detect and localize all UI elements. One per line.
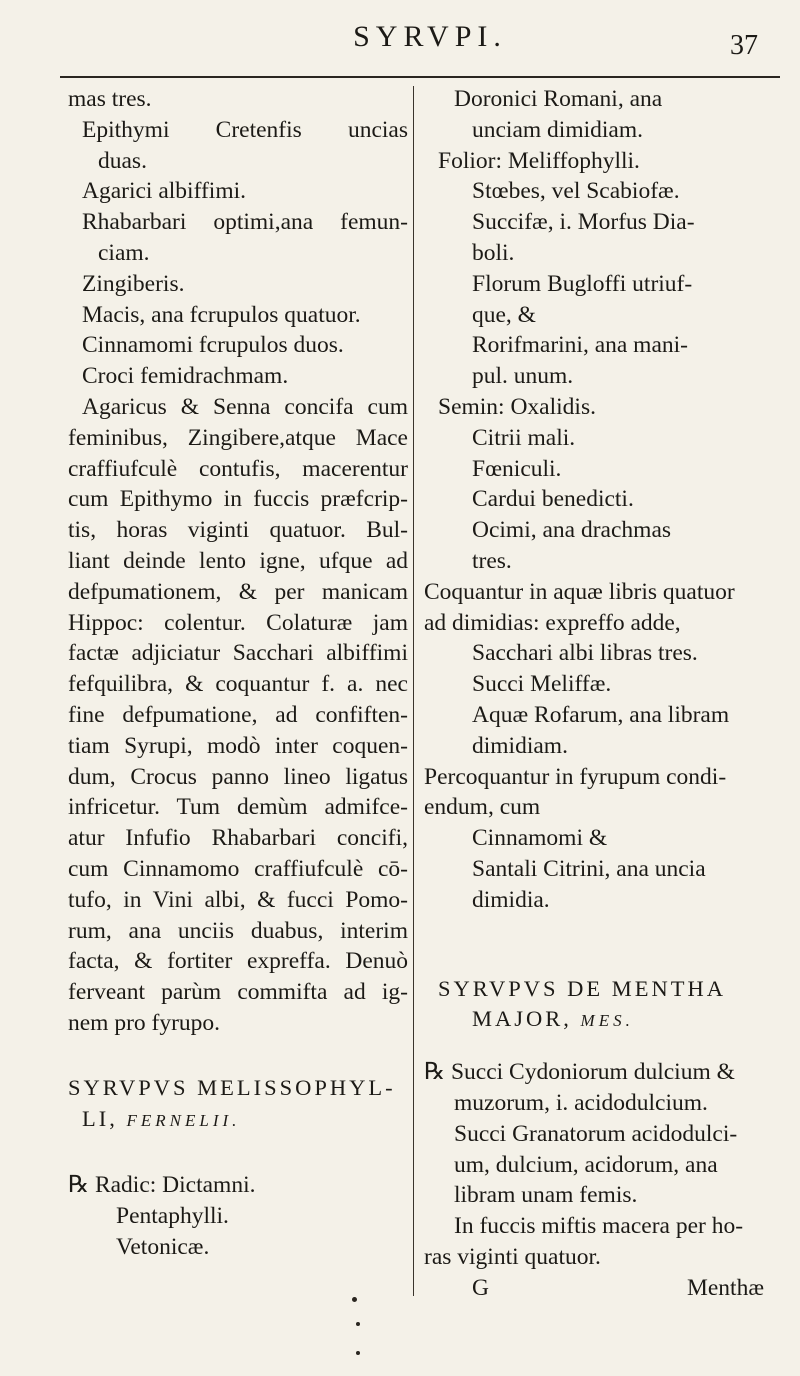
text-line: Semin: Oxalidis. [438, 393, 596, 420]
text-line: facta, & fortiter expreffa. Denuò [68, 948, 408, 975]
text-line: ferveant parùm commifta ad ig- [68, 979, 408, 1006]
section-author: MES. [580, 1011, 634, 1031]
text-line: Macis, ana fcrupulos quatuor. [82, 301, 361, 328]
text-line: Citrii mali. [472, 424, 576, 451]
section-heading: SYRVPVS MELISSOPHYL- [68, 1074, 396, 1100]
text-line: liant deinde lento igne, ufque ad [68, 547, 408, 574]
text-line: Stœbes, vel Scabiofæ. [472, 178, 680, 205]
recipe-line: Vetonicæ. [116, 1233, 210, 1260]
text-line: endum, cum [424, 794, 541, 821]
left-column [68, 84, 408, 1263]
text-line: Sacchari albi libras tres. [472, 640, 698, 667]
section-heading-cont: LI, FERNELII. [82, 1105, 241, 1131]
right-column [424, 84, 764, 1304]
text-line: Epithymi Cretenfis uncias [82, 116, 408, 143]
text-line: dimidiam. [472, 732, 568, 759]
text-line: Folior: Meliffophylli. [438, 147, 640, 174]
text-line: Florum Bugloffi utriuf- [472, 270, 693, 297]
text-line: Agaricus & Senna concifa cum [82, 393, 408, 420]
recipe-line: um, dulcium, acidorum, ana [454, 1151, 718, 1178]
text-line: factæ adjiciatur Sacchari albiffimi [68, 640, 408, 667]
text-line: ciam. [98, 239, 150, 266]
text-line: rum, ana unciis duabus, interim [68, 917, 408, 944]
text-line: Croci femidrachmam. [82, 363, 289, 390]
text-line: feminibus, Zingibere,atque Mace [68, 424, 408, 451]
text-line: Hippoc: colentur. Colaturæ jam [68, 609, 408, 636]
text-line: Coquantur in aquæ libris quatuor [424, 578, 735, 605]
text-line: que, & [472, 301, 536, 328]
text-line: tufo, in Vini albi, & fucci Pomo- [68, 886, 408, 913]
running-header [60, 8, 780, 78]
text-line: Fœniculi. [472, 455, 562, 482]
recipe-line: In fuccis miftis macera per ho- [454, 1213, 744, 1240]
text-line: defpumationem, & per manicam [68, 578, 408, 605]
column-divider [413, 86, 414, 1296]
text-line: Aquæ Rofarum, ana libram [472, 701, 730, 728]
text-line: duas. [98, 147, 147, 174]
text-line: Rorifmarini, ana mani- [472, 332, 688, 359]
text-line: ad dimidias: expreffo adde, [424, 609, 681, 636]
recipe-line: Pentaphylli. [116, 1203, 229, 1230]
text-line: nem pro fyrupo. [68, 1009, 221, 1036]
section-heading-cont: MAJOR, MES. [472, 1006, 634, 1032]
catchword: Menthæ [686, 1274, 764, 1301]
footer-line [424, 1273, 764, 1304]
text-line: infricetur. Tum demùm admifce- [68, 794, 408, 821]
section-heading: SYRVPVS DE MENTHA [438, 975, 726, 1001]
ink-speck [356, 1351, 360, 1355]
recipe-line: muzorum, i. acidodulcium. [454, 1089, 708, 1116]
text-line: craffiufculè contufis, macerentur [68, 455, 408, 482]
section-author: FERNELII. [126, 1110, 241, 1130]
text-line: Succifæ, i. Morfus Dia- [472, 209, 695, 236]
text-line: Agarici albiffimi. [82, 178, 247, 205]
text-line: Cinnamomi & [472, 825, 608, 852]
recipe-line: Succi Granatorum acidodulci- [454, 1120, 738, 1147]
text-line: Percoquantur in fyrupum condi- [424, 763, 727, 790]
text-line: Santali Citrini, ana uncia [472, 855, 706, 882]
text-line: unciam dimidiam. [472, 116, 643, 143]
running-title: SYRVPI. [353, 20, 507, 53]
text-line: Cardui benedicti. [472, 486, 634, 513]
text-line: cum Epithymo in fuccis præfcrip- [68, 486, 408, 513]
text-line: Rhabarbari optimi,ana femun- [82, 209, 408, 236]
text-line: tiam Syrupi, modò inter coquen- [68, 732, 408, 759]
text-line: fefquilibra, & coquantur f. a. nec [68, 671, 408, 698]
text-line: Doronici Romani, ana [454, 86, 663, 112]
text-line: Zingiberis. [82, 270, 185, 297]
text-line: mas tres. [68, 86, 152, 112]
ink-speck [352, 1297, 357, 1302]
recipe-line: ℞ Radic: Dictamni. [68, 1172, 256, 1199]
text-line: boli. [472, 239, 515, 266]
recipe-line: ℞ Succi Cydoniorum dulcium & [424, 1059, 735, 1086]
text-line: cum Cinnamomo craffiufculè cō- [68, 855, 408, 882]
text-line: dimidia. [472, 886, 550, 913]
text-line: Cinnamomi fcrupulos duos. [82, 332, 344, 359]
text-line: Ocimi, ana drachmas [472, 517, 672, 544]
signature-mark: G [472, 1274, 489, 1301]
text-line: atur Infufio Rhabarbari concifi, [68, 825, 408, 852]
text-line: tres. [472, 547, 512, 574]
ink-speck [356, 1322, 360, 1326]
page-number: 37 [730, 30, 758, 61]
text-line: tis, horas viginti quatuor. Bul- [68, 517, 408, 544]
recipe-line: libram unam femis. [454, 1182, 638, 1209]
recipe-line: ras viginti quatuor. [424, 1243, 601, 1270]
text-line: dum, Crocus panno lineo ligatus [68, 763, 408, 790]
text-line: Succi Meliffæ. [472, 671, 612, 698]
text-line: fine defpumatione, ad confiften- [68, 701, 408, 728]
text-line: pul. unum. [472, 363, 574, 390]
